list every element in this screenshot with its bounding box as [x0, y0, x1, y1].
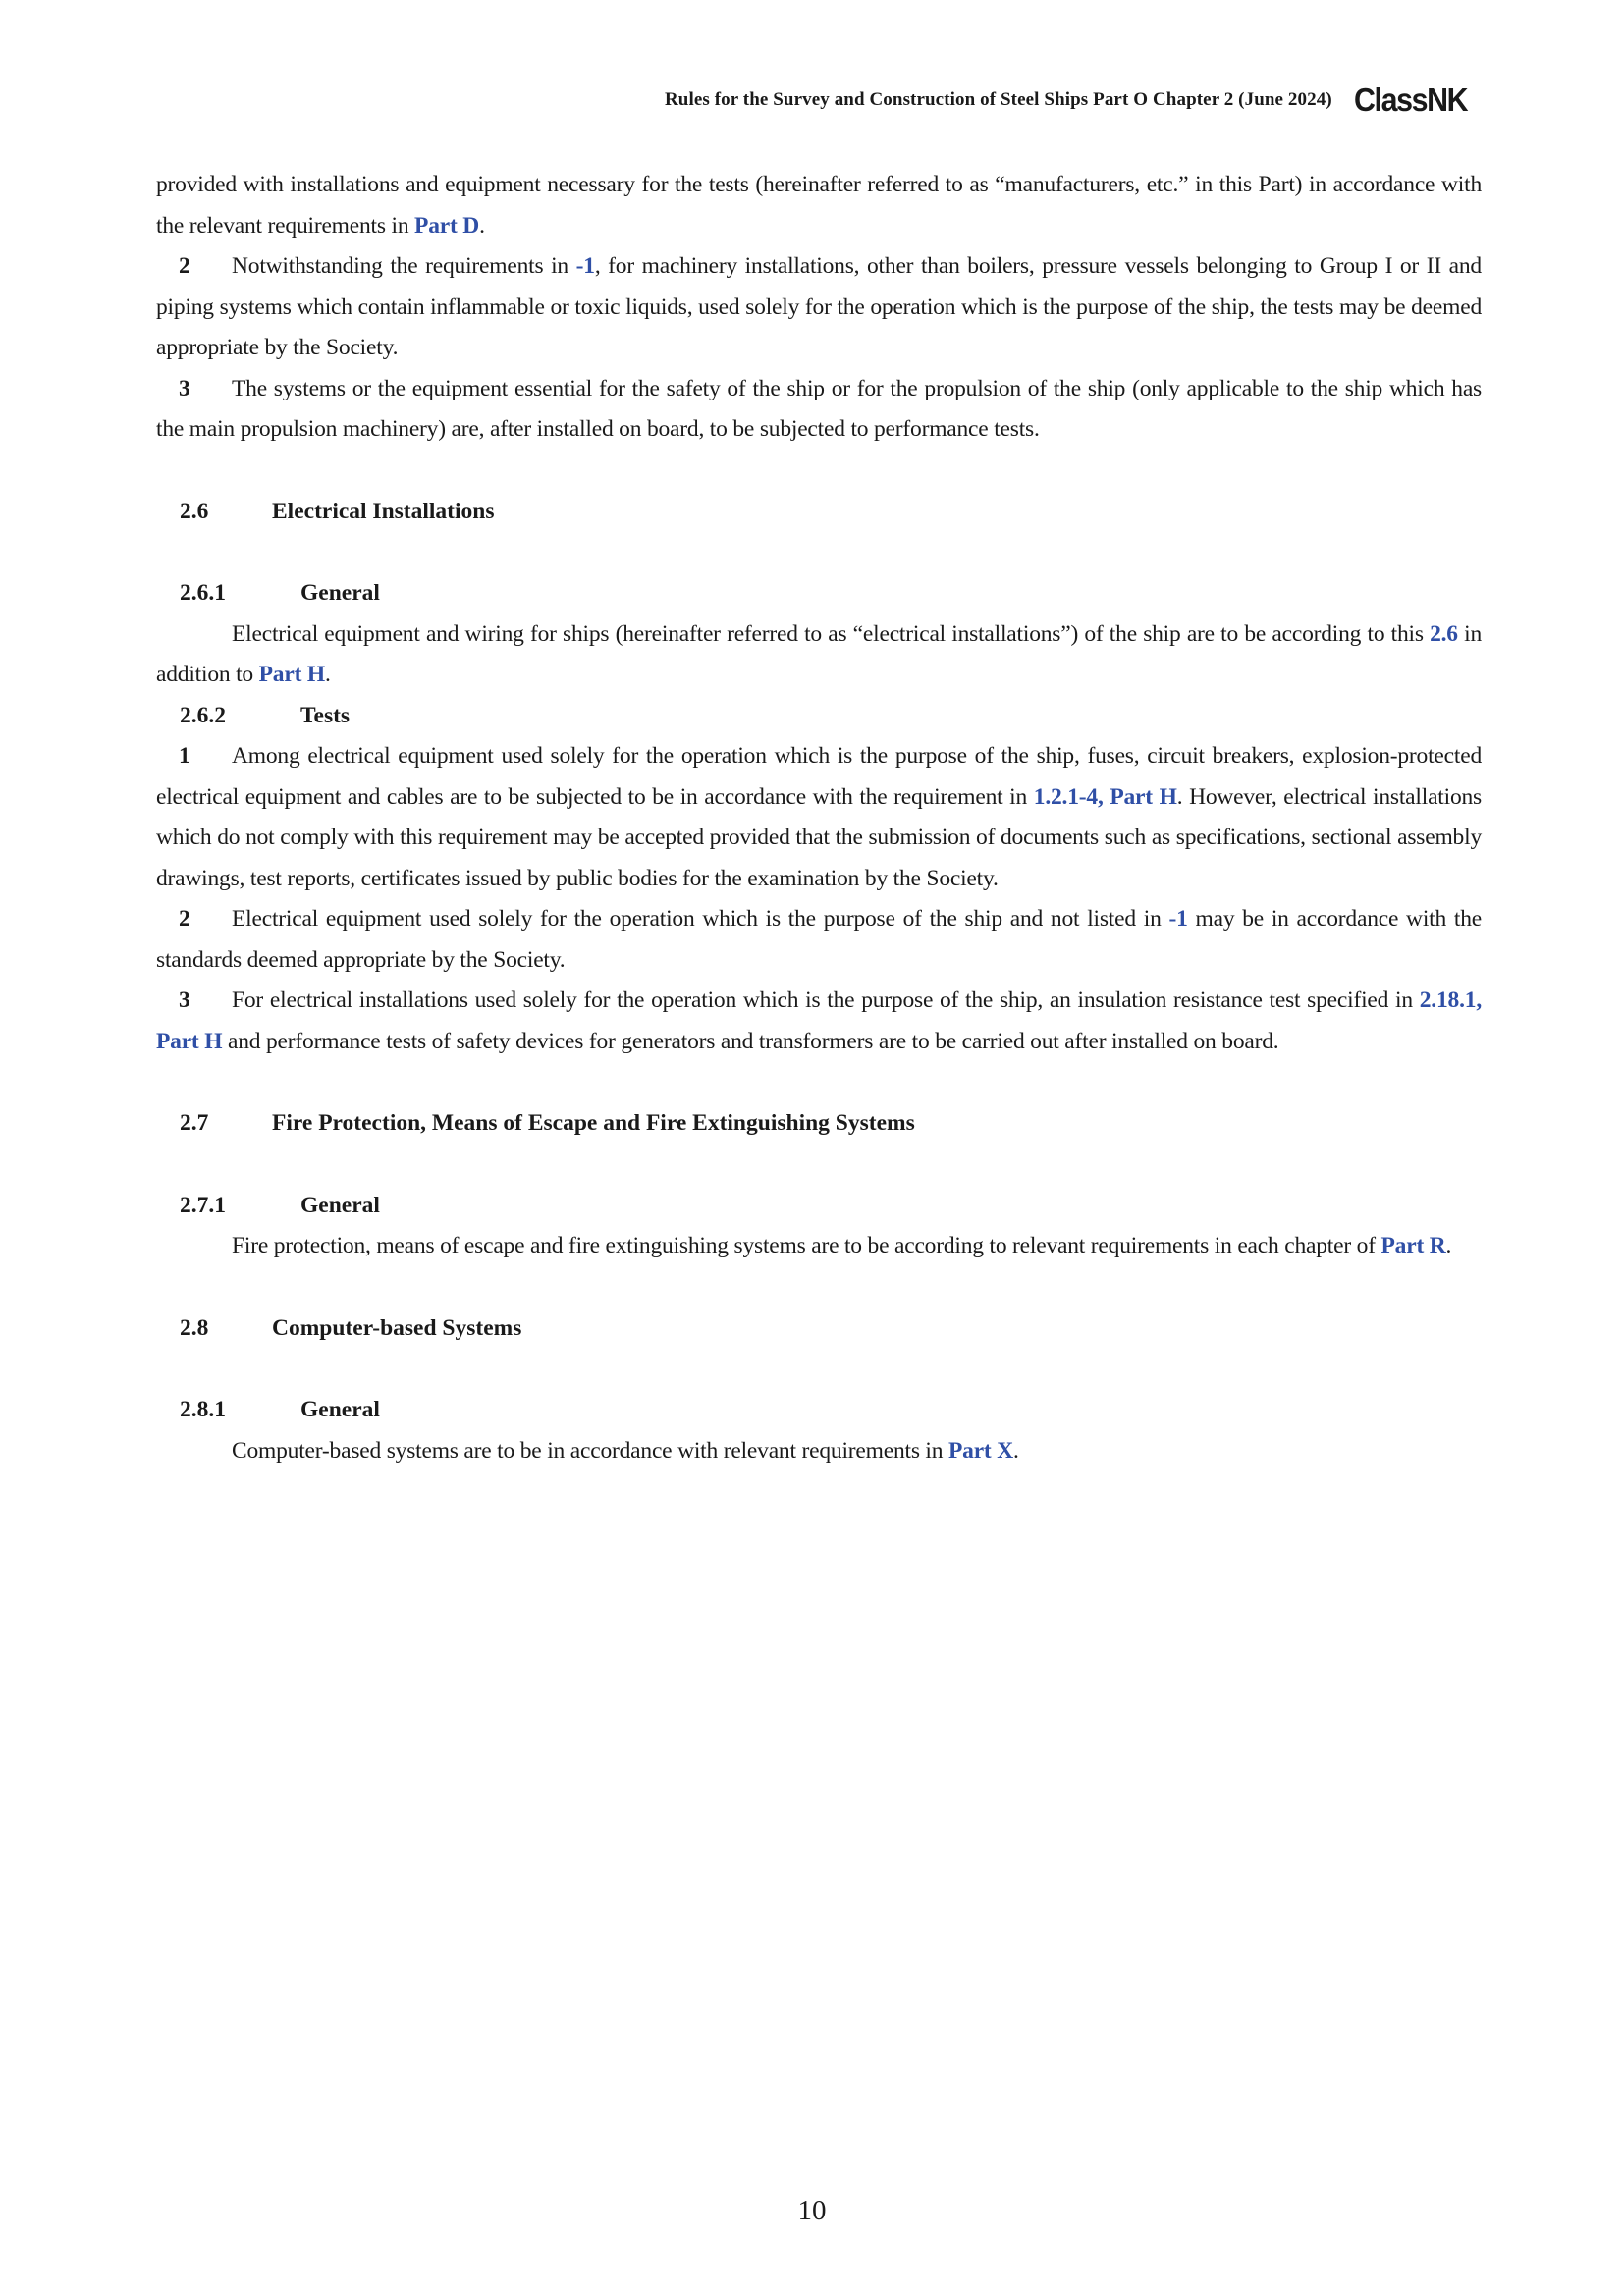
subsection-heading-2-6-1: 2.6.1 General	[180, 580, 380, 606]
paragraph-3: 3 The systems or the equipment essential for the safety of the ship or for the propulsion of the ship (only applicable to the ship which has the main propulsion machinery) are, after installed on board, to be subjected to performance tests.	[156, 369, 1482, 451]
subsection-heading-2-7-1: 2.7.1 General	[180, 1192, 380, 1218]
paragraph-2-7-1: Fire protection, means of escape and fire extinguishing systems are to be according to relevant requirements in each chapter of Part R.	[232, 1233, 1452, 1258]
paragraph-2-6-2-1: 1 Among electrical equipment used solely for the operation which is the purpose of the ship, fuses, circuit breakers, explosion-protected electrical equipment and cables are to be subjected to be in accordance with the requirement in 1.2.1-4, Part H. However, electrical installations which do not comply with this requirement may be accepted provided that the submission of documents such as specifications, sectional assembly drawings, test reports, certificates issued by public bodies for the examination by the Society.	[156, 736, 1482, 899]
link-part-r[interactable]: Part R	[1380, 1233, 1446, 1258]
page-number: 10	[797, 2195, 827, 2226]
paragraph-number: 1	[179, 743, 190, 769]
page-header	[665, 80, 1477, 120]
link-ref-1[interactable]: -1	[1168, 906, 1188, 932]
link-part-d[interactable]: Part D	[414, 212, 480, 239]
link-part-h[interactable]: Part H	[156, 1028, 223, 1054]
link-ref-1[interactable]: -1	[575, 253, 595, 279]
section-heading-2-8: 2.8 Computer-based Systems	[180, 1314, 522, 1341]
classnk-logo: ClassNK	[1353, 81, 1467, 118]
paragraph-2-8-1: Computer-based systems are to be in accordance with relevant requirements in Part X.	[232, 1437, 1019, 1464]
paragraph-number: 3	[179, 375, 190, 401]
link-2-6[interactable]: 2.6	[1430, 620, 1458, 647]
link-part-h[interactable]: Part H	[1110, 783, 1177, 810]
paragraph-2-6-2-3: 3 For electrical installations used solely for the operation which is the purpose of the ship, an insulation resistance test specified in 2.18.1, Part H and performance tests of safety devices for generators and transformers are to be carried out after installed on board.	[156, 981, 1482, 1062]
paragraph-number: 2	[179, 906, 190, 932]
paragraph-2-6-2-2: 2 Electrical equipment used solely for the operation which is the purpose of the ship and not listed in -1 may be in accordance with the standards deemed appropriate by the Society.	[156, 899, 1482, 981]
section-heading-2-6: 2.6 Electrical Installations	[180, 498, 495, 524]
paragraph-number: 3	[179, 988, 190, 1013]
paragraph-2: 2 Notwithstanding the requirements in -1, for machinery installations, other than boilers, pressure vessels belonging to Group I or II and piping systems which contain inflammable or toxic liquids, used solely for the operation which is the purpose of the ship, the tests may be deemed appropriate by the Society.	[156, 246, 1482, 369]
paragraph-number: 2	[179, 253, 190, 279]
paragraph-2-6-1: Electrical equipment and wiring for ships (hereinafter referred to as “electrical installations”) of the ship are to be according to this 2.6 in addition to Part H.	[156, 620, 1482, 687]
subsection-heading-2-6-2: 2.6.2 Tests	[180, 702, 351, 728]
subsection-heading-2-8-1: 2.8.1 General	[180, 1397, 380, 1422]
intro-paragraph: provided with installations and equipment necessary for the tests (hereinafter referred to as “manufacturers, etc.” in this Part) in accordance with the relevant requirements in Part D.	[156, 172, 1482, 239]
link-part-h[interactable]: Part H	[258, 662, 325, 687]
section-heading-2-7: 2.7 Fire Protection, Means of Escape and Fire Extinguishing Systems	[180, 1110, 915, 1136]
document-body	[156, 165, 1482, 1471]
link-1-2-1-4[interactable]: 1.2.1-4	[1033, 783, 1098, 810]
link-2-18-1[interactable]: 2.18.1	[1419, 988, 1477, 1013]
link-part-x[interactable]: Part X	[948, 1437, 1014, 1464]
document-title: Rules for the Survey and Construction of Steel Ships Part O Chapter 2 (June 2024)	[664, 89, 1332, 110]
